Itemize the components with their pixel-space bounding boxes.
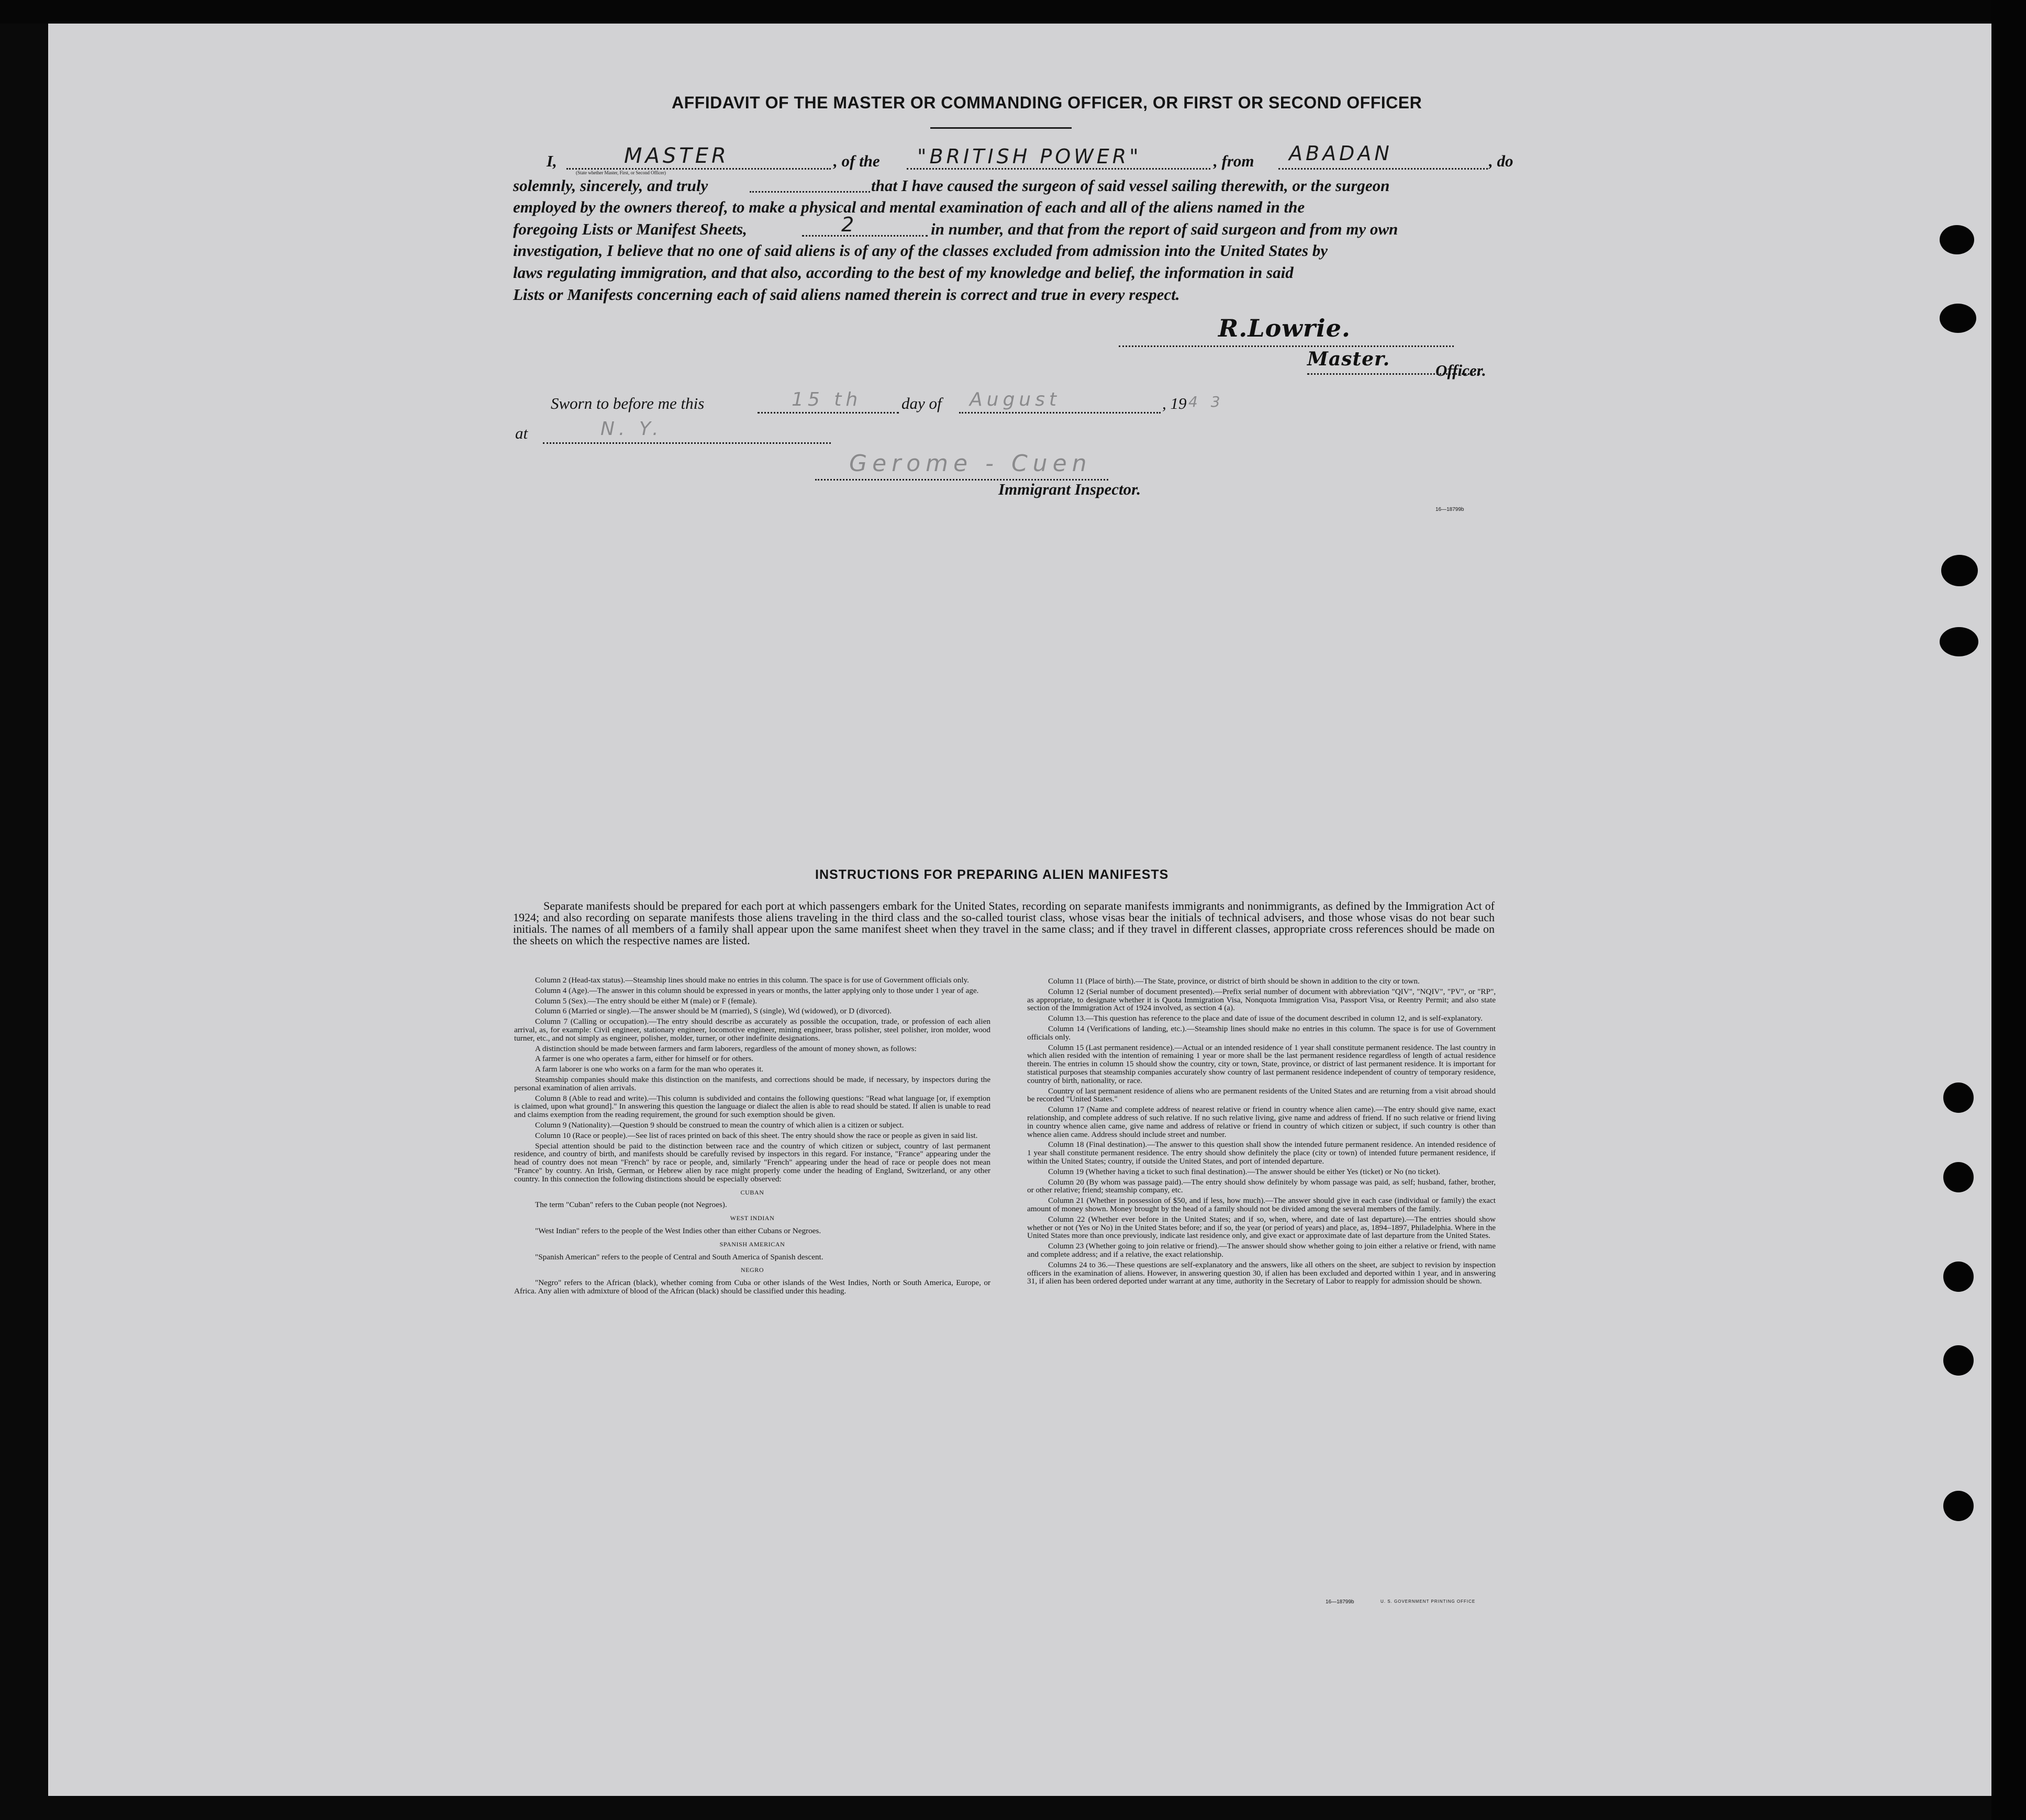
instructions-title: INSTRUCTIONS FOR PREPARING ALIEN MANIFESTS [815,867,1169,882]
punch-hole [1940,304,1976,333]
affidavit-line-3: employed by the owners thereof, to make a physical and mental examination of each and all of the aliens named in the [513,198,1305,216]
form-code: 16—18799b [1435,507,1464,512]
do-label: , do [1489,152,1513,170]
right-para: Country of last permanent residence of aliens who are permanent residents of the United States and are returning from a visit abroad should be recorded "United States." [1027,1086,1496,1104]
punch-hole [1943,1261,1974,1292]
right-para: Column 19 (Whether having a ticket to such final destination).—The answer should be either Yes (ticket) or No (no ticket). [1048,1167,1441,1176]
of-the-label: , of the [833,152,880,170]
right-para: Column 18 (Final destination).—The answer to this question shall show the intended future permanent residence. An intended residence of 1 year shall constitute permanent residence. The entry should show definitely the place (city or town) of intended future permanent residence, if within the United States; country, if outside the United States, and port of intended departure. [1027,1140,1496,1166]
port-field [1278,142,1488,170]
sheets-value: 2 [841,213,858,236]
affidavit-line-6: laws regulating immigration, and that also, according to the best of my knowledge and belief, the information in said [513,263,1294,282]
instructions-right-column [1027,977,1496,1288]
punch-hole [1940,225,1974,254]
punch-hole [1940,627,1978,656]
year-label: , 19 [1162,394,1187,412]
punch-hole [1943,1491,1974,1521]
day-value: 15 th [792,389,862,410]
at-label: at [515,424,528,442]
punch-hole [1943,1345,1974,1376]
left-para: Column 2 (Head-tax status).—Steamship lines should make no entries in this column. The space is for use of Government officials only. [535,976,969,985]
master-title-signature: Master. [1307,348,1390,370]
cuban-text: The term "Cuban" refers to the Cuban people (not Negroes). [535,1200,727,1210]
left-para: A farmer is one who operates a farm, either for himself or for others. [535,1054,754,1064]
day-of-label: day of [901,394,942,412]
cuban-heading: CUBAN [740,1188,764,1196]
left-para: Column 8 (Able to read and write).—This column is subdivided and contains the following questions: "Read what language [or, if exemption is claimed, upon what ground]." In answering this question the language or dialect the alien is able to read should be stated. If alien is unable to read and claims exemption from the reading requirement, the ground for such exemption should be given. [514,1093,990,1120]
rank-value: MASTER [624,144,729,168]
right-para: Columns 24 to 36.—These questions are self-explanatory and the answers, like all others on the sheet, are subject to revision by inspection officers in the examination of aliens. However, in answering question 30, if alien has been excluded and deported within 1 year, and in answering 31, if alien has been ordered deported under warrant at any time, authority in the Secretary of Labor to reapply for admission should be shown. [1027,1260,1496,1286]
place-field [543,418,831,444]
left-para: Special attention should be paid to the distinction between race and the country of which citizen or subject, country of last permanent residence, and country of birth, and manifests should be carefully revised by inspectors in this regard. For instance, "France" appearing under the head of country does not mean "French" by race or people, and, similarly "French" appearing under the head of race or people does not mean "France" by country. An Irish, German, or Hebrew alien by race might properly come under the heading of England, Switzerland, or any other country. In this connection the following distinctions should be especially observed: [514,1141,990,1183]
sworn-label: Sworn to before me this [551,394,705,412]
west-indian-heading: WEST INDIAN [730,1214,775,1222]
vessel-value: "BRITISH POWER" [917,145,1142,168]
rank-caption: (State whether Master, First, or Second Officer) [576,170,666,175]
right-para: Column 13.—This question has reference to the place and date of issue of the document described in column 12, and is self-explanatory. [1048,1014,1483,1023]
spanish-american-heading: SPANISH AMERICAN [719,1240,785,1248]
right-para: Column 12 (Serial number of document presented).—Prefix serial number of document with abbreviation "QIV", "NQIV", "PV", or "RP", as appropriate, to designate whether it is Quota Immigration Visa, Nonquota Immigration Visa, Passport Visa, or Reentry Permit; and also state section of the Immigration Act of 1924 involved, as section 4 (a). [1027,987,1496,1013]
right-para: Column 22 (Whether ever before in the United States; and if so, when, where, and date of last departure).—The entries should show whether or not (Yes or No) in the United States before; and if so, the year (or period of years) and place, as, 1894–1897, Philadelphia. Where in the United States more than once previously, indicate last residence only, and give exact or approximate date of last departure from the United States. [1027,1214,1496,1241]
signature-line [1119,345,1454,347]
west-indian-text: "West Indian" refers to the people of the West Indies other than either Cubans or Negroes. [535,1226,821,1235]
punch-hole [1943,1082,1974,1113]
left-para: Column 4 (Age).—The answer in this column should be expressed in years or months, the latter applying only to those under 1 year of age. [535,986,979,995]
scan-frame-top [0,0,2026,24]
officer-label: Officer. [1435,361,1486,379]
right-para: Column 23 (Whether going to join relative or friend).—The answer should show whether going to join either a relative or friend, with name and complete address; and if a relative, the exact relationship. [1027,1242,1496,1259]
instructions-left-column [514,976,990,1298]
instructions-intro: Separate manifests should be prepared for each port at which passengers embark for the United States, recording on separate manifests immigrants and nonimmigrants, as defined by the Immigration Act of 1924; and also recording on separate manifests those aliens traveling in the third class and the so-called tourist class, whose visas bear the initials of technical advisers, and those whose visas do not bear such initials. The names of all members of a family shall appear upon the same manifest sheet when they travel in the same class; and if they travel in different classes, appropriate cross references should be made on the sheets on which the respective names are listed. [513,899,1495,947]
vessel-field [907,147,1210,170]
inspector-signature: Gerome - Cuen [849,450,1092,477]
left-para: A distinction should be made between farmers and farm laborers, regardless of the amount of money shown, as follows: [535,1044,917,1053]
punch-hole [1941,555,1978,586]
month-value: August [970,389,1061,410]
scan-edge-right [1991,0,2026,1820]
rank-field [566,144,831,170]
sheets-field [802,213,928,237]
left-para: Column 10 (Race or people).—See list of races printed on back of this sheet. The entry should show the race or people as given in said list. [535,1131,978,1140]
right-para: Column 14 (Verifications of landing, etc.).—Steamship lines should make no entries in this column. The space is for use of Government officials only. [1027,1024,1496,1042]
right-para: Column 20 (By whom was passage paid).—The entry should show definitely by whom passage was paid, as self; husband, father, brother, or other relative; friend; steamship company, etc. [1027,1177,1496,1195]
negro-text: "Negro" refers to the African (black), whether coming from Cuba or other islands of the West Indies, North or South America, Europe, or Africa. Any alien with admixture of blood of the African (black) should be classified under this heading. [514,1278,990,1296]
footer-office: U. S. GOVERNMENT PRINTING OFFICE [1381,1599,1476,1604]
affidavit-title: AFFIDAVIT OF THE MASTER OR COMMANDING OFFICER, OR FIRST OR SECOND OFFICER [672,93,1422,112]
left-para: Column 7 (Calling or occupation).—The entry should describe as accurately as possible the occupation, trade, or profession of each alien arrival, as, for example: Civil engineer, stationary engineer, locomotive engineer, mining engineer, brass polisher, steel polisher, iron molder, wood turner, etc., and not simply as engineer, polisher, molder, turner, or other indefinite designations. [514,1017,990,1043]
document-sheet [48,24,1991,1796]
right-para: Column 11 (Place of birth).—The State, province, or district of birth should be shown in addition to the city or town. [1048,977,1420,986]
i-label: I, [547,152,557,170]
spanish-american-text: "Spanish American" refers to the people of Central and South America of Spanish descent. [535,1252,823,1261]
affidavit-line-5: investigation, I believe that no one of said aliens is of any of the classes excluded from admission into the United States by [513,241,1328,260]
right-para: Column 21 (Whether in possession of $50, and if less, how much).—The answer should give in each case (individual or family) the exact amount of money shown. Money brought by the head of a family should not be divided among the several members of the family. [1027,1196,1496,1213]
port-value: ABADAN [1289,142,1393,165]
inspector-label: Immigrant Inspector. [998,480,1141,498]
affidavit-line-4a: foregoing Lists or Manifest Sheets, [513,220,747,238]
month-field [959,389,1161,414]
year-value: 4 3 [1188,393,1224,410]
punch-hole [1943,1162,1974,1192]
right-para: Column 15 (Last permanent residence).—Actual or an intended residence of 1 year shall constitute permanent residence. The last country in which alien resided with the intention of remaining 1 year or more shall be the last permanent residence regardless of length of actual residence therein. The entries in column 15 should show the country, city or town, State, province, or district of last permanent residence. It is important for statistical purposes that steamship companies accurately show country of last permanent residence independent of country of temporary residence, country of birth, nationality, or race. [1027,1043,1496,1085]
affidavit-line-4b: in number, and that from the report of said surgeon and from my own [931,220,1398,238]
from-label: , from [1214,152,1254,170]
affidavit-line-2a: solemnly, sincerely, and truly [513,176,708,195]
left-para: Column 9 (Nationality).—Question 9 should be construed to mean the country of which alien is a citizen or subject. [535,1120,904,1130]
left-para: A farm laborer is one who works on a farm for the man who operates it. [535,1065,764,1074]
affidavit-line-7: Lists or Manifests concerning each of said aliens named therein is correct and true in every respect. [513,285,1180,304]
negro-heading: NEGRO [740,1266,764,1274]
left-para: Column 5 (Sex).—The entry should be either M (male) or F (female). [535,996,757,1006]
right-para: Column 17 (Name and complete address of nearest relative or friend in country whence alien came).—The entry should give name, exact relationship, and complete address of such relative. If no such relative living, give name and address of friend. If no such relative or friend living in country whence alien came, give name and address of relative or friend in country of which citizen or subject, if such country is other than whence alien came. Address should include street and number. [1027,1105,1496,1139]
affidavit-line-2b: that I have caused the surgeon of said vessel sailing therewith, or the surgeon [871,176,1390,195]
place-value: N. Y. [600,418,663,440]
left-para: Steamship companies should make this distinction on the manifests, and corrections should be made, if necessary, by inspectors during the personal examination of alien arrivals. [514,1075,990,1092]
title-rule [930,127,1072,129]
master-signature: R.Lowrie. [1218,314,1351,342]
day-field [758,389,899,414]
truly-blank [750,181,870,193]
left-para: Column 6 (Married or single).—The answer should be M (married), S (single), Wd (widowed), or D (divorced). [535,1007,892,1016]
footer-code: 16—18799b [1326,1599,1354,1605]
